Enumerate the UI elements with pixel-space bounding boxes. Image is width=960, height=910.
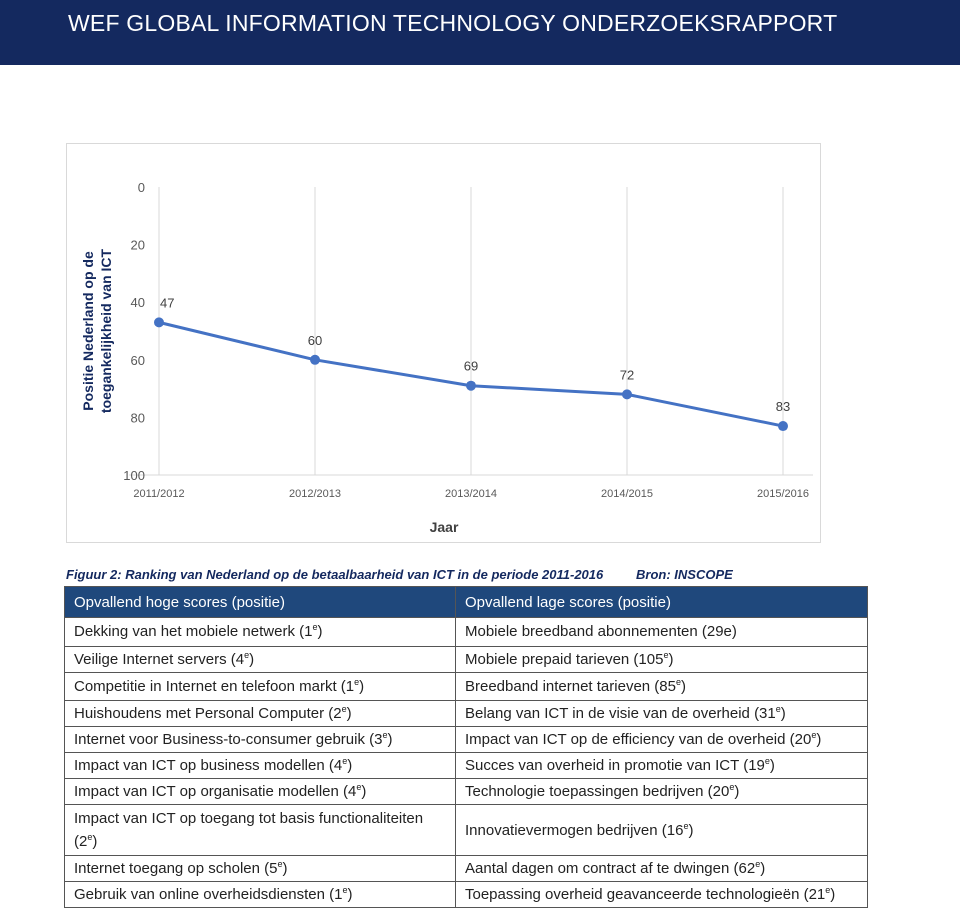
data-label: 60 — [307, 332, 323, 348]
high-score-cell: Impact van ICT op toegang tot basis functionaliteiten (2e) — [65, 805, 456, 856]
low-score-cell: Mobiele breedband abonnementen (29e) — [456, 618, 868, 647]
y-tick-label: 0 — [137, 180, 145, 195]
x-tick-label: 2012/2013 — [289, 488, 341, 500]
low-score-cell: Innovatievermogen bedrijven (16e) — [456, 805, 868, 856]
low-score-cell: Technologie toepassingen bedrijven (20e) — [456, 779, 868, 805]
figure-source: Bron: INSCOPE — [636, 567, 733, 582]
ordinal-superscript: e — [354, 676, 360, 687]
data-point — [778, 421, 788, 431]
high-score-cell: Competitie in Internet en telefoon markt (1e) — [65, 673, 456, 701]
high-score-cell: Huishoudens met Personal Computer (2e) — [65, 701, 456, 727]
table-header-row — [65, 587, 868, 618]
ordinal-superscript: e — [341, 703, 347, 714]
high-score-cell: Veilige Internet servers (4e) — [65, 647, 456, 673]
table-row — [65, 727, 868, 753]
y-tick-label: 40 — [130, 295, 145, 311]
high-score-cell: Impact van ICT op organisatie modellen (4e) — [65, 779, 456, 805]
table-row — [65, 779, 868, 805]
table-row — [65, 647, 868, 673]
high-score-cell: Internet voor Business-to-consumer gebruik (3e) — [65, 727, 456, 753]
ordinal-superscript: e — [356, 781, 362, 792]
low-score-cell: Toepassing overheid geavanceerde technologieën (21e) — [456, 882, 868, 908]
ordinal-superscript: e — [811, 729, 817, 740]
ordinal-superscript: e — [87, 832, 93, 842]
header-low-scores: Opvallend lage scores (positie) — [456, 587, 868, 618]
data-point — [154, 317, 164, 327]
high-score-cell: Impact van ICT op business modellen (4e) — [65, 753, 456, 779]
x-axis-title: Jaar — [429, 519, 459, 535]
low-score-cell: Aantal dagen om contract af te dwingen (62e) — [456, 856, 868, 882]
low-score-cell: Succes van overheid in promotie van ICT (19e) — [456, 753, 868, 779]
y-tick-label: 100 — [123, 468, 145, 483]
table-row — [65, 701, 868, 727]
ordinal-superscript: e — [382, 729, 388, 740]
data-label: 47 — [160, 295, 175, 311]
header-banner — [0, 0, 960, 65]
ordinal-superscript: e — [764, 755, 770, 766]
ordinal-superscript: e — [312, 622, 318, 632]
ordinal-superscript: e — [729, 781, 735, 792]
table-row — [65, 882, 868, 908]
table-row — [65, 753, 868, 779]
x-tick-label: 2011/2012 — [133, 488, 185, 500]
table-row — [65, 805, 868, 856]
low-score-cell: Mobiele prepaid tarieven (105e) — [456, 647, 868, 673]
figure-caption: Figuur 2: Ranking van Nederland op de betaalbaarheid van ICT in de periode 2011-2016 — [66, 567, 604, 582]
x-tick-label: 2013/2014 — [445, 488, 497, 500]
y-axis-title: Positie Nederland op de toegankelijkheid van ICT — [80, 248, 114, 414]
data-point — [466, 381, 476, 391]
low-score-cell: Breedband internet tarieven (85e) — [456, 673, 868, 701]
table-row — [65, 856, 868, 882]
ordinal-superscript: e — [755, 858, 761, 869]
ranking-chart — [66, 143, 821, 543]
ordinal-superscript: e — [663, 649, 669, 660]
x-tick-label: 2014/2015 — [601, 488, 653, 500]
low-score-cell: Belang van ICT in de visie van de overheid (31e) — [456, 701, 868, 727]
high-score-cell: Dekking van het mobiele netwerk (1e) — [65, 618, 456, 647]
y-tick-label: 20 — [130, 237, 145, 253]
table-row — [65, 673, 868, 701]
chart-canvas — [67, 144, 820, 542]
high-score-cell: Gebruik van online overheidsdiensten (1e) — [65, 882, 456, 908]
ordinal-superscript: e — [244, 649, 250, 660]
page-title: WEF GLOBAL INFORMATION TECHNOLOGY ONDERZOEKSRAPPORT — [68, 10, 838, 36]
ordinal-superscript: e — [683, 820, 689, 831]
data-point — [622, 389, 632, 399]
ordinal-superscript: e — [675, 676, 681, 687]
y-tick-label: 60 — [130, 352, 145, 368]
ordinal-superscript: e — [775, 703, 781, 714]
high-score-cell: Internet toegang op scholen (5e) — [65, 856, 456, 882]
header-high-scores: Opvallend hoge scores (positie) — [65, 587, 456, 618]
ordinal-superscript: e — [825, 884, 831, 895]
scores-table — [64, 586, 868, 908]
ordinal-superscript: e — [342, 755, 348, 766]
low-score-cell: Impact van ICT op de efficiency van de overheid (20e) — [456, 727, 868, 753]
data-label: 69 — [463, 358, 479, 374]
table-body — [65, 618, 868, 908]
y-tick-label: 80 — [130, 410, 145, 426]
data-label: 83 — [775, 399, 791, 415]
x-tick-label: 2015/2016 — [757, 488, 809, 500]
ordinal-superscript: e — [277, 858, 283, 869]
ordinal-superscript: e — [342, 884, 348, 895]
data-label: 72 — [619, 367, 635, 383]
data-point — [310, 355, 320, 365]
table-row — [65, 618, 868, 647]
